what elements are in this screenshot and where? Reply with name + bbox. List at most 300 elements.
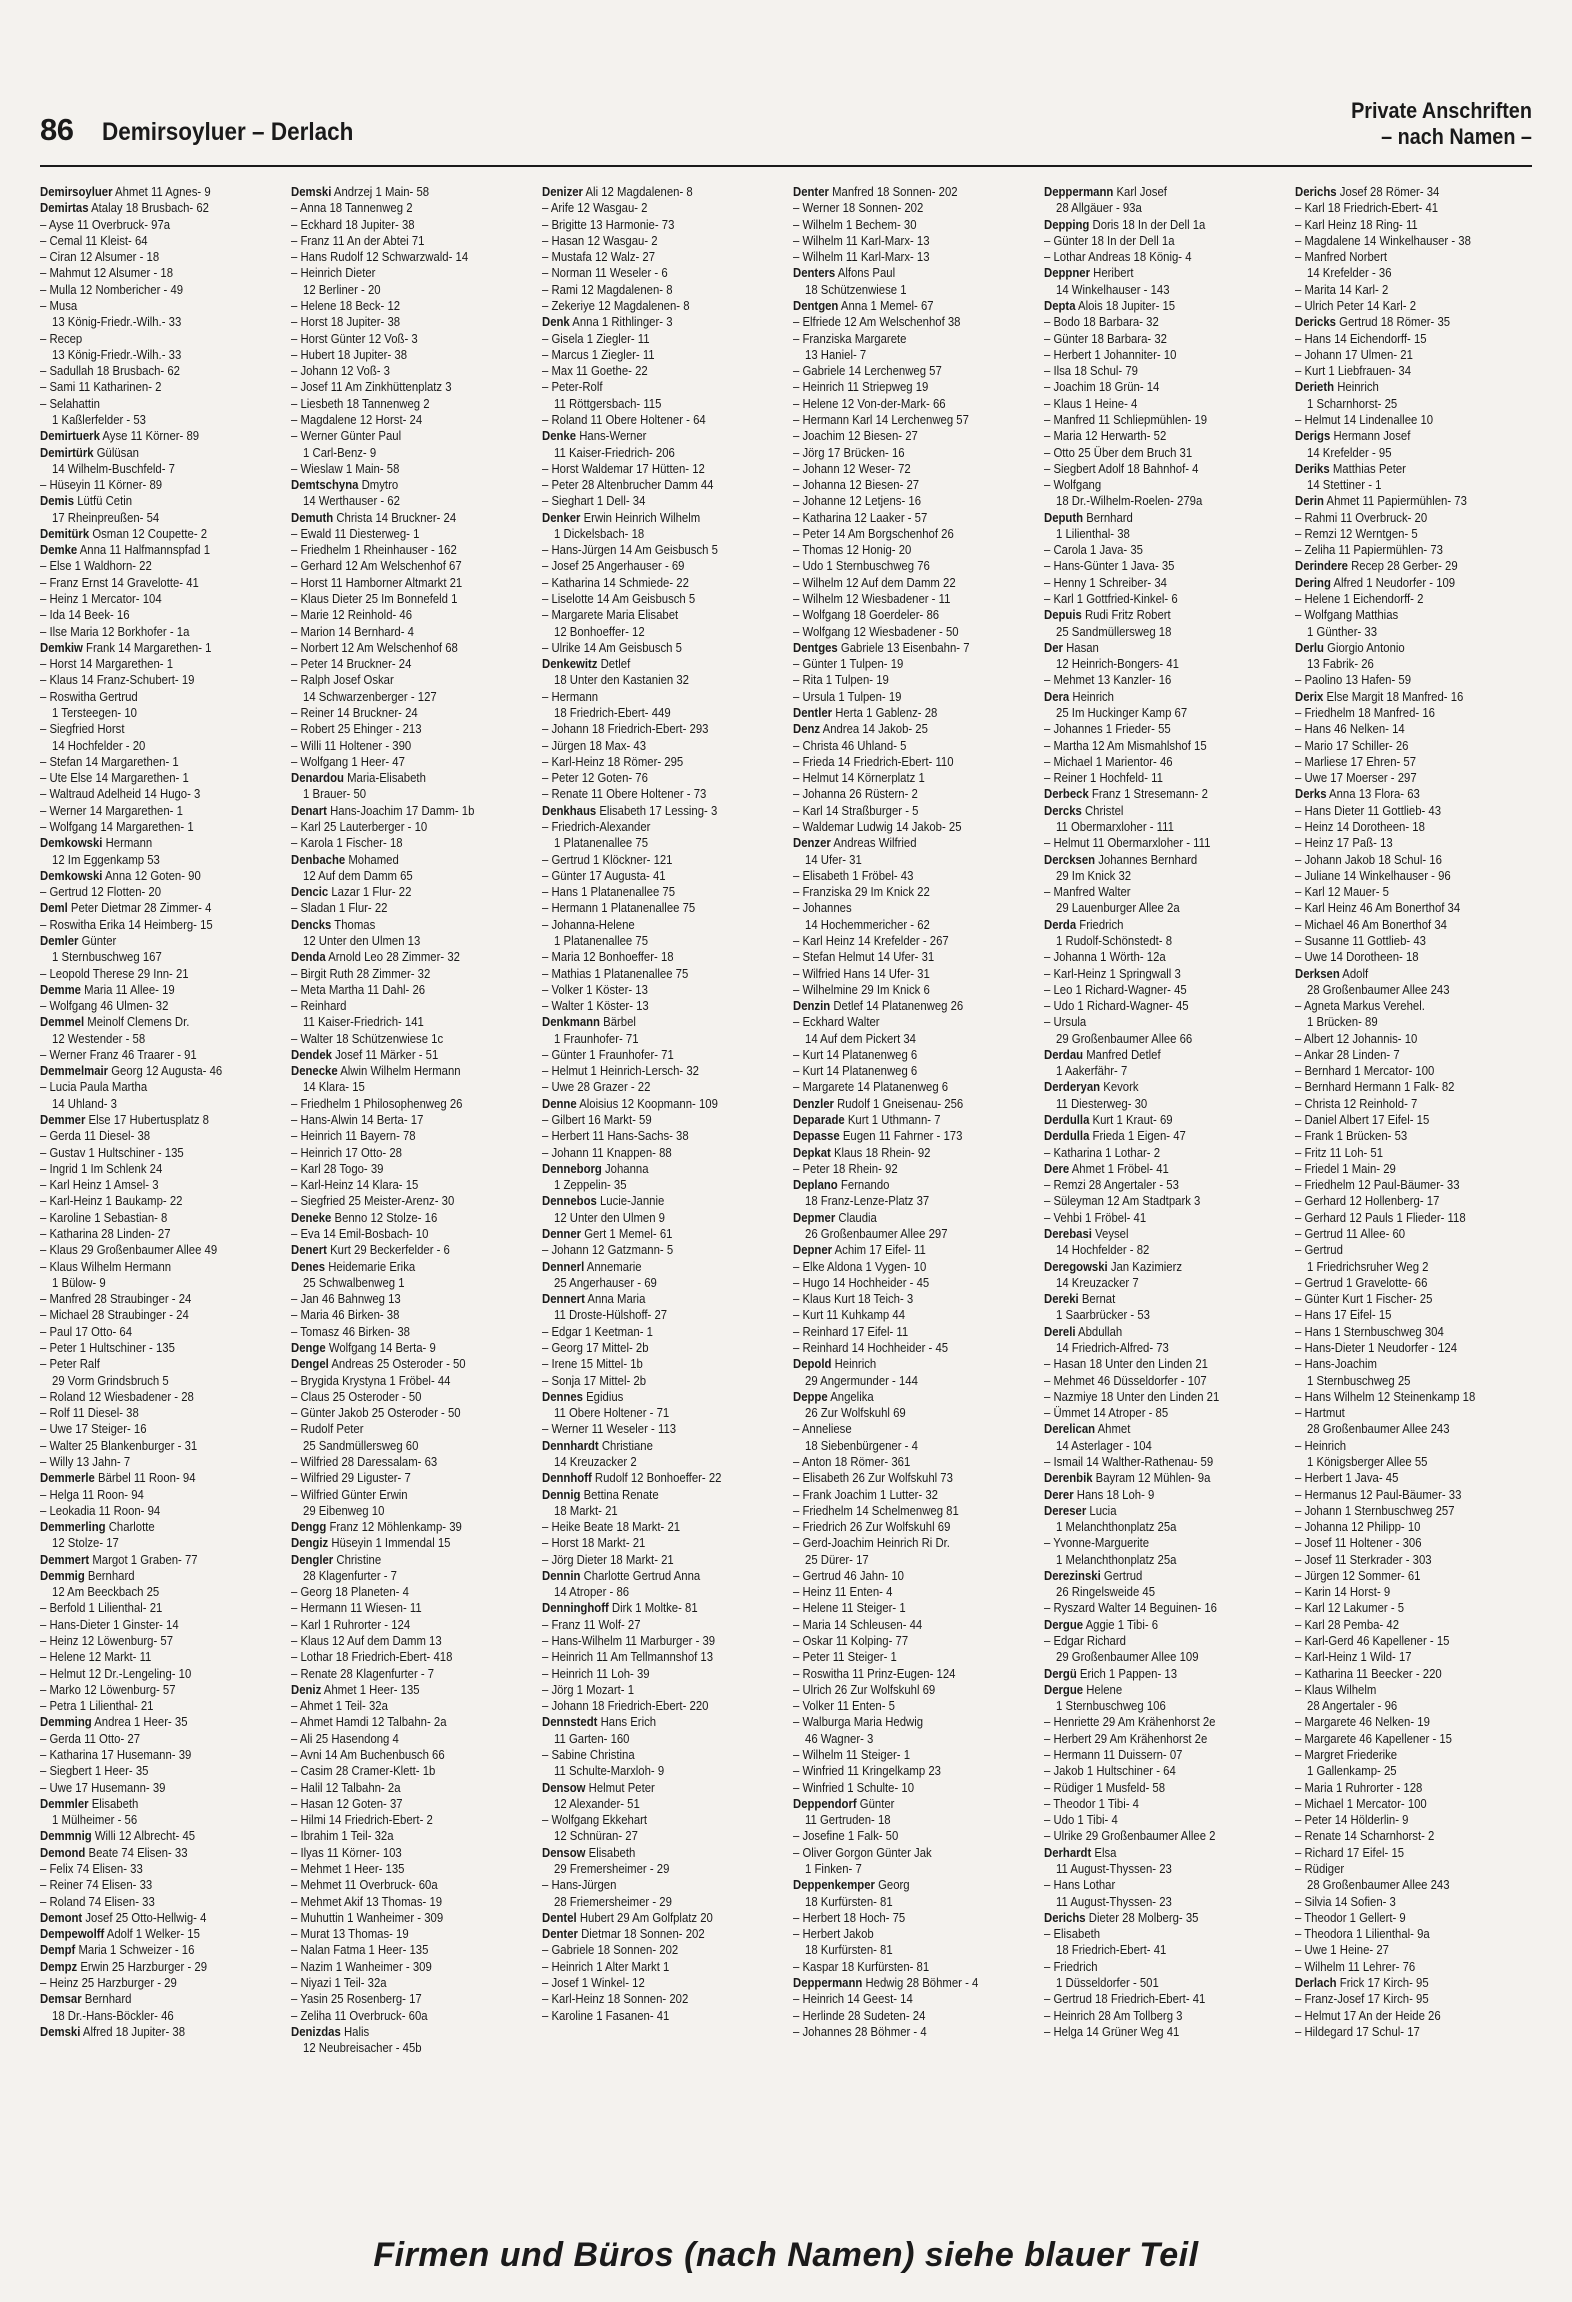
directory-entry: Demuth Christa 14 Bruckner- 24 — [291, 509, 457, 525]
directory-entry: Dencic Lazar 1 Flur- 22 — [291, 884, 412, 900]
directory-entry: 12 Am Beeckbach 25 — [52, 1584, 160, 1600]
directory-entry: – Oskar 11 Kolping- 77 — [793, 1633, 909, 1649]
directory-entry: 12 Im Eggenkamp 53 — [52, 851, 160, 867]
directory-entry: – Renate 11 Obere Holtener - 73 — [542, 786, 707, 802]
directory-entry: – Margarete Maria Elisabet — [542, 607, 679, 623]
directory-entry: Denke Hans-Werner — [542, 428, 647, 444]
directory-entry: – Magdalene 12 Horst- 24 — [291, 411, 423, 427]
surname: Dennert — [542, 1291, 585, 1307]
directory-entry: Derbeck Franz 1 Stresemann- 2 — [1044, 786, 1208, 802]
directory-entry: – Josef 1 Winkel- 12 — [542, 1974, 645, 1990]
directory-entry: – Johann 1 Sternbuschweg 257 — [1295, 1502, 1455, 1518]
directory-entry: 14 Krefelder - 95 — [1307, 444, 1392, 460]
surname: Derdulla — [1044, 1112, 1090, 1128]
directory-entry: 1 Kaßlerfelder - 53 — [52, 411, 146, 427]
directory-entry: 11 Kaiser-Friedrich- 141 — [303, 1014, 424, 1030]
directory-entry: – Heinrich 17 Otto- 28 — [291, 1144, 402, 1160]
directory-entry: – Willi 11 Holtener - 390 — [291, 737, 412, 753]
surname: Derda — [1044, 916, 1077, 932]
directory-entry: Derix Else Margit 18 Manfred- 16 — [1295, 688, 1464, 704]
directory-entry: – Hasan 12 Goten- 37 — [291, 1795, 403, 1811]
directory-entry: 1 Sternbuschweg 106 — [1056, 1698, 1166, 1714]
directory-entry: Deppenkemper Georg — [793, 1877, 910, 1893]
directory-entry: – Maria 12 Bonhoeffer- 18 — [542, 949, 674, 965]
directory-entry: – Helene 1 Eichendorff- 2 — [1295, 591, 1424, 607]
directory-entry: – Hans 17 Eifel- 15 — [1295, 1307, 1392, 1323]
surname: Denkmann — [542, 1014, 600, 1030]
surname: Derbeck — [1044, 786, 1089, 802]
page-number: 86 — [40, 112, 74, 147]
directory-entry: – Wieslaw 1 Main- 58 — [291, 460, 400, 476]
surname: Denzer — [793, 835, 831, 851]
directory-entry: – Wilfried Hans 14 Ufer- 31 — [793, 965, 930, 981]
surname: Demont — [40, 1909, 83, 1925]
directory-entry: – Frank Joachim 1 Lutter- 32 — [793, 1486, 938, 1502]
directory-entry: – Sieghart 1 Dell- 34 — [542, 493, 646, 509]
directory-entry: – Rüdiger 1 Musfeld- 58 — [1044, 1779, 1166, 1795]
directory-entry: Demmler Elisabeth — [40, 1795, 139, 1811]
directory-entry: – Roswitha Erika 14 Heimberg- 15 — [40, 916, 213, 932]
surname: Derichs — [1044, 1909, 1086, 1925]
directory-entry: Deppermann Hedwig 28 Böhmer - 4 — [793, 1974, 979, 1990]
directory-entry: – Klaus 1 Heine- 4 — [1044, 395, 1138, 411]
directory-entry: – Reinhard — [291, 998, 347, 1014]
directory-entry: – Hermann 11 Duissern- 07 — [1044, 1747, 1183, 1762]
directory-entry: – Halil 12 Talbahn- 2a — [291, 1779, 401, 1795]
directory-entry: – Rudolf Peter — [291, 1421, 364, 1437]
directory-entry: 14 Asterlager - 104 — [1056, 1437, 1152, 1453]
directory-entry: – Klaus Kurt 18 Teich- 3 — [793, 1291, 914, 1307]
directory-entry: – Walter 1 Köster- 13 — [542, 998, 649, 1014]
surname: Derksen — [1295, 965, 1340, 981]
section-title-line-2: – nach Namen – — [1381, 124, 1532, 149]
directory-entry: – Edgar Richard — [1044, 1633, 1126, 1649]
directory-entry: 14 Friedrich-Alfred- 73 — [1056, 1339, 1169, 1355]
directory-entry: 13 König-Friedr.-Wilh.- 33 — [52, 346, 182, 362]
directory-entry: – Rita 1 Tulpen- 19 — [793, 672, 889, 688]
directory-entry: – Renate 28 Klagenfurter - 7 — [291, 1665, 435, 1681]
directory-entry: Derichs Josef 28 Römer- 34 — [1295, 184, 1440, 199]
directory-entry: – Brygida Krystyna 1 Fröbel- 44 — [291, 1372, 451, 1388]
surname: Deparade — [793, 1112, 845, 1128]
directory-entry: – Heinz 14 Dorotheen- 18 — [1295, 818, 1425, 834]
page-header — [40, 98, 1532, 164]
directory-entry: – Musa — [40, 297, 78, 313]
directory-entry: 26 Ringelsweide 45 — [1056, 1584, 1156, 1600]
directory-entry: Dereser Lucia — [1044, 1502, 1117, 1518]
directory-entry: – Mahmut 12 Alsumer - 18 — [40, 265, 174, 281]
directory-entry: – Helmut 14 Körnerplatz 1 — [793, 770, 925, 786]
directory-entry: Denzer Andreas Wilfried — [793, 835, 917, 851]
directory-entry: 12 Schnüran- 27 — [554, 1828, 638, 1844]
surname: Dengiz — [291, 1535, 329, 1551]
surname: Dennhardt — [542, 1437, 599, 1453]
directory-entry: – Hans-Dieter 1 Ginster- 14 — [40, 1616, 179, 1632]
directory-entry: – Leopold Therese 29 Inn- 21 — [40, 965, 189, 981]
directory-entry: 1 Tersteegen- 10 — [52, 705, 137, 720]
directory-entry: – Peter 12 Goten- 76 — [542, 770, 648, 786]
directory-entry: – Gerhard 12 Pauls 1 Flieder- 118 — [1295, 1209, 1466, 1225]
directory-entry: 46 Wagner- 3 — [805, 1730, 874, 1746]
surname: Dempewolff — [40, 1926, 105, 1942]
directory-entry: – Mehmet Akif 13 Thomas- 19 — [291, 1893, 443, 1909]
surname: Dereki — [1044, 1291, 1079, 1307]
directory-entry: – Marion 14 Bernhard- 4 — [291, 623, 414, 639]
surname: Denardou — [291, 770, 344, 786]
directory-entry: Demmelmair Georg 12 Augusta- 46 — [40, 1063, 223, 1079]
directory-entry: – Lucia Paula Martha — [40, 1079, 148, 1095]
surname: Demmler — [40, 1795, 89, 1811]
directory-entry: – Zeliha 11 Overbruck- 60a — [291, 2007, 428, 2023]
directory-entry: – Waldemar Ludwig 14 Jakob- 25 — [793, 818, 962, 834]
directory-entry: – Hubert 18 Jupiter- 38 — [291, 346, 408, 362]
directory-entry: – Wolfgang 14 Margarethen- 1 — [40, 818, 194, 834]
directory-entry: – Peter Ralf — [40, 1356, 100, 1372]
directory-entry: 11 Röttgersbach- 115 — [554, 395, 662, 411]
directory-entry: Deregowski Jan Kazimierz — [1044, 1258, 1183, 1274]
directory-entry: – Uwe 1 Heine- 27 — [1295, 1942, 1389, 1958]
directory-entry: – Johannes — [793, 900, 852, 916]
column-5 — [1044, 184, 1284, 2234]
directory-entry: – Uwe 14 Dorotheen- 18 — [1295, 949, 1419, 965]
directory-entry: – Johannes 28 Böhmer - 4 — [793, 2023, 927, 2039]
directory-entry: – Ismail 14 Walther-Rathenau- 59 — [1044, 1453, 1214, 1469]
directory-entry: – Günter 1 Tulpen- 19 — [793, 656, 904, 672]
directory-entry: – Frank 1 Brücken- 53 — [1295, 1128, 1408, 1144]
directory-entry: 26 Zur Wolfskuhl 69 — [805, 1405, 906, 1421]
directory-entry: Denkewitz Detlef — [542, 656, 631, 672]
directory-entry: – Hermann Karl 14 Lerchenweg 57 — [793, 411, 969, 427]
directory-entry: 1 Platanenallee 75 — [554, 835, 649, 851]
directory-entry: – Heinrich 1 Alter Markt 1 — [542, 1958, 670, 1974]
directory-entry: – Albert 12 Johannis- 10 — [1295, 1030, 1418, 1046]
directory-entry: – Brigitte 13 Harmonie- 73 — [542, 216, 675, 232]
directory-entry: – Uwe 17 Husemann- 39 — [40, 1779, 166, 1795]
directory-entry: – Tomasz 46 Birken- 38 — [291, 1323, 410, 1339]
directory-entry: – Stefan Helmut 14 Ufer- 31 — [793, 949, 935, 965]
directory-entry: 25 Sandmüllersweg 18 — [1056, 623, 1172, 639]
directory-entry: Deml Peter Dietmar 28 Zimmer- 4 — [40, 900, 212, 916]
directory-entry: – Klaus Wilhelm Hermann — [40, 1258, 172, 1274]
directory-entry: – Helga 14 Grüner Weg 41 — [1044, 2023, 1180, 2039]
directory-entry: 11 Obermarxloher - 111 — [1056, 818, 1174, 834]
directory-entry: – Heinrich 11 Bayern- 78 — [291, 1128, 416, 1144]
surname: Demmelmair — [40, 1063, 109, 1079]
directory-entry: – Hans Lothar — [1044, 1877, 1116, 1893]
surname: Depping — [1044, 216, 1090, 232]
directory-entry: – Johanna 12 Philipp- 10 — [1295, 1519, 1421, 1535]
directory-entry: – Hermann 11 Wiesen- 11 — [291, 1600, 422, 1616]
directory-entry: – Wilfried Günter Erwin — [291, 1486, 408, 1502]
directory-entry: – Ilyas 11 Körner- 103 — [291, 1844, 402, 1860]
surname: Demirsoyluer — [40, 184, 113, 199]
directory-entry: – Wilfried 29 Liguster- 7 — [291, 1470, 411, 1486]
directory-entry: Denzler Rudolf 1 Gneisenau- 256 — [793, 1095, 964, 1111]
directory-entry: Dengler Christine — [291, 1551, 382, 1567]
directory-entry: – Jörg Dieter 18 Markt- 21 — [542, 1551, 674, 1567]
directory-entry: Dentler Herta 1 Gablenz- 28 — [793, 705, 938, 720]
directory-entry: – Mehmet 11 Overbruck- 60a — [291, 1877, 438, 1893]
directory-entry: Demkowski Anna 12 Goten- 90 — [40, 867, 201, 883]
directory-entry: – Johann 18 Friedrich-Ebert- 293 — [542, 721, 709, 737]
column-1 — [40, 184, 280, 2234]
directory-entry: Dere Ahmet 1 Fröbel- 41 — [1044, 1160, 1169, 1176]
directory-entry: – Gertrud 1 Klöckner- 121 — [542, 851, 673, 867]
directory-entry: – Peter 14 Hölderlin- 9 — [1295, 1812, 1409, 1828]
directory-entry: – Katharina 1 Lothar- 2 — [1044, 1144, 1161, 1160]
directory-entry: Derdulla Frieda 1 Eigen- 47 — [1044, 1128, 1186, 1144]
directory-entry: Dempz Erwin 25 Harzburger - 29 — [40, 1958, 208, 1974]
directory-entry: – Ida 14 Beek- 16 — [40, 607, 130, 623]
directory-entry: – Ahmet 1 Teil- 32a — [291, 1698, 388, 1714]
directory-entry: – Werner 18 Sonnen- 202 — [793, 200, 924, 216]
directory-entry: – Felix 74 Elisen- 33 — [40, 1860, 143, 1876]
directory-entry: Deparade Kurt 1 Uthmann- 7 — [793, 1112, 941, 1128]
surname: Derdulla — [1044, 1128, 1090, 1144]
directory-entry: Dempf Maria 1 Schweizer - 16 — [40, 1942, 195, 1958]
directory-entry: 1 Sternbuschweg 25 — [1307, 1372, 1411, 1388]
directory-entry: – Friedhelm 18 Manfred- 16 — [1295, 705, 1435, 720]
directory-entry: – Mario 17 Schiller- 26 — [1295, 737, 1409, 753]
surname: Demler — [40, 932, 79, 948]
directory-entry: – Jörg 17 Brücken- 16 — [793, 444, 905, 460]
directory-entry: Demski Alfred 18 Jupiter- 38 — [40, 2023, 186, 2039]
directory-entry: – Karl-Heinz 1 Baukamp- 22 — [40, 1193, 183, 1209]
directory-entry: – Heinz 11 Enten- 4 — [793, 1584, 893, 1600]
directory-entry: – Karl-Gerd 46 Kapellener - 15 — [1295, 1633, 1450, 1649]
directory-entry: – Sadullah 18 Brusbach- 62 — [40, 363, 180, 379]
directory-entry: Dendek Josef 11 Märker - 51 — [291, 1046, 439, 1062]
directory-entry: Derigs Hermann Josef — [1295, 428, 1411, 444]
surname: Denecke — [291, 1063, 338, 1079]
directory-entry: – Nazim 1 Wanheimer - 309 — [291, 1958, 432, 1974]
directory-entry: – Lothar Andreas 18 König- 4 — [1044, 249, 1192, 265]
directory-entry: – Heinrich 11 Loh- 39 — [542, 1665, 650, 1681]
directory-entry: 26 Großenbaumer Allee 297 — [805, 1226, 948, 1241]
directory-entry: – Günter 1 Fraunhofer- 71 — [542, 1046, 674, 1062]
directory-entry: 14 Schwarzenberger - 127 — [303, 688, 437, 704]
directory-entry: – Sonja 17 Mittel- 2b — [542, 1372, 647, 1388]
directory-entry: Deriks Matthias Peter — [1295, 460, 1406, 476]
surname: Demski — [40, 2023, 81, 2039]
surname: Depuis — [1044, 607, 1082, 623]
directory-entry: – Hans-Jürgen — [542, 1877, 617, 1893]
directory-entry: – Helene 18 Beck- 12 — [291, 297, 401, 313]
directory-entry: Derebasi Veysel — [1044, 1226, 1129, 1241]
surname: Denzler — [793, 1095, 834, 1111]
directory-entry: – Oliver Gorgon Günter Jak — [793, 1844, 932, 1860]
directory-entry: – Karl Heinz 1 Amsel- 3 — [40, 1177, 159, 1193]
directory-entry: – Klaus 12 Auf dem Damm 13 — [291, 1633, 442, 1649]
directory-entry: – Karl Heinz 18 Ring- 11 — [1295, 216, 1418, 232]
directory-entry: – Hans 1 Platanenallee 75 — [542, 884, 676, 900]
surname: Denizer — [542, 184, 583, 199]
directory-entry: – Nalan Fatma 1 Heer- 135 — [291, 1942, 429, 1958]
directory-entry: – Wolfgang 1 Heer- 47 — [291, 753, 405, 769]
directory-entry: – Herlinde 28 Sudeten- 24 — [793, 2007, 926, 2023]
directory-entry: Denkmann Bärbel — [542, 1014, 636, 1030]
section-title — [1351, 98, 1532, 150]
directory-entry: Demond Beate 74 Elisen- 33 — [40, 1844, 188, 1860]
directory-entry: 12 Heinrich-Bongers- 41 — [1056, 656, 1179, 672]
directory-entry: – Franz-Josef 17 Kirch- 95 — [1295, 1991, 1429, 2007]
directory-entry: – Leo 1 Richard-Wagner- 45 — [1044, 981, 1187, 997]
directory-entry: 25 Im Huckinger Kamp 67 — [1056, 705, 1188, 720]
surname: Denneborg — [542, 1160, 602, 1176]
surname: Derelican — [1044, 1421, 1096, 1437]
surname: Derebasi — [1044, 1226, 1092, 1241]
surname: Depkat — [793, 1144, 831, 1160]
directory-entry: – Jan 46 Bahnweg 13 — [291, 1291, 401, 1307]
directory-entry: Demmerle Bärbel 11 Roon- 94 — [40, 1470, 196, 1486]
directory-entry: – Johann Jakob 18 Schul- 16 — [1295, 851, 1442, 867]
directory-entry: – Silvia 14 Sofien- 3 — [1295, 1893, 1396, 1909]
directory-entry: – Georg 17 Mittel- 2b — [542, 1339, 649, 1355]
directory-entry: 18 Dr.-Hans-Böckler- 46 — [52, 2007, 174, 2023]
directory-entry: – Hermanus 12 Paul-Bäumer- 33 — [1295, 1486, 1462, 1502]
directory-entry: Dennhoff Rudolf 12 Bonhoeffer- 22 — [542, 1470, 722, 1486]
column-3 — [542, 184, 782, 2234]
directory-entry: – Herbert 1 Java- 45 — [1295, 1470, 1399, 1486]
directory-entry: – Horst 18 Markt- 21 — [542, 1535, 646, 1551]
directory-entry: – Gisela 1 Ziegler- 11 — [542, 330, 650, 346]
surname: Derdau — [1044, 1046, 1084, 1062]
surname: Dendek — [291, 1046, 332, 1062]
directory-entry: – Ahmet Hamdi 12 Talbahn- 2a — [291, 1714, 447, 1730]
surname: Derigs — [1295, 428, 1331, 444]
directory-entry: 1 Melanchthonplatz 25a — [1056, 1551, 1177, 1567]
directory-entry: – Hugo 14 Hochheider - 45 — [793, 1274, 930, 1290]
directory-entry: – Michael 1 Marientor- 46 — [1044, 753, 1173, 769]
surname: Demirtuerk — [40, 428, 100, 444]
directory-entry: – Helga 11 Roon- 94 — [40, 1486, 144, 1502]
surname: Denbache — [291, 851, 346, 867]
directory-entry: Dengiz Hüseyin 1 Immendal 15 — [291, 1535, 451, 1551]
directory-entry: – Karl 1 Ruhrorter - 124 — [291, 1616, 411, 1632]
directory-entry: – Horst 14 Margarethen- 1 — [40, 656, 174, 672]
directory-entry: 14 Kreuzacker 7 — [1056, 1274, 1139, 1290]
directory-entry: – Hans Rudolf 12 Schwarzwald- 14 — [291, 249, 469, 265]
directory-entry: – Wolfgang 12 Wiesbadener - 50 — [793, 623, 959, 639]
directory-entry: – Helmut 12 Dr.-Lengeling- 10 — [40, 1665, 192, 1681]
directory-entry: – Christa 46 Uhland- 5 — [793, 737, 907, 753]
directory-entry: – Karl 25 Lauterberger - 10 — [291, 818, 428, 834]
directory-entry: Dennig Bettina Renate — [542, 1486, 659, 1502]
directory-entry: – Karl-Heinz 1 Wild- 17 — [1295, 1649, 1412, 1665]
surname: Demmerling — [40, 1519, 106, 1535]
directory-entry: – Renate 14 Scharnhorst- 2 — [1295, 1828, 1435, 1844]
surname: Dergü — [1044, 1665, 1077, 1681]
directory-entry: 18 Friedrich-Ebert- 449 — [554, 705, 671, 720]
directory-entry: – Gustav 1 Hultschiner - 135 — [40, 1144, 184, 1160]
surname: Derer — [1044, 1486, 1074, 1502]
directory-entry: 1 Dickelsbach- 18 — [554, 525, 645, 541]
directory-entry: – Friedhelm 1 Philosophenweg 26 — [291, 1095, 463, 1111]
surname: Dera — [1044, 688, 1070, 704]
surname: Dennebos — [542, 1193, 597, 1209]
directory-entry: – Reiner 1 Hochfeld- 11 — [1044, 770, 1163, 786]
directory-entry: – Heinz 25 Harzburger - 29 — [40, 1974, 177, 1990]
directory-entry: – Eckhard 18 Jupiter- 38 — [291, 216, 415, 232]
directory-entry: – Roland 11 Obere Holtener - 64 — [542, 411, 706, 427]
directory-entry: – Wilhelm 11 Lehrer- 76 — [1295, 1958, 1416, 1974]
directory-entry: – Niyazi 1 Teil- 32a — [291, 1974, 387, 1990]
directory-entry: – Wolfgang Matthias — [1295, 607, 1399, 623]
directory-entry: Derdulla Kurt 1 Kraut- 69 — [1044, 1112, 1173, 1128]
directory-entry: – Wilhelm 1 Bechem- 30 — [793, 216, 917, 232]
directory-entry: – Johanne 12 Letjens- 16 — [793, 493, 922, 509]
directory-entry: Derenbik Bayram 12 Mühlen- 9a — [1044, 1470, 1211, 1486]
directory-entry: Demsar Bernhard — [40, 1991, 132, 2007]
directory-entry: – Horst Günter 12 Voß- 3 — [291, 330, 418, 346]
directory-entry: Derksen Adolf — [1295, 965, 1369, 981]
directory-entry: – Wilfried 28 Daressalam- 63 — [291, 1453, 438, 1469]
directory-entry: Demke Anna 11 Halfmannspfad 1 — [40, 542, 211, 558]
directory-entry: – Wilhelm 12 Auf dem Damm 22 — [793, 574, 956, 590]
header-rule — [40, 165, 1532, 167]
directory-entry: – Karl 12 Mauer- 5 — [1295, 884, 1389, 900]
directory-entry: – Sami 11 Katharinen- 2 — [40, 379, 162, 395]
surname: Demmnig — [40, 1828, 92, 1844]
directory-entry: Dennes Egidius — [542, 1388, 624, 1404]
surname: Deneke — [291, 1209, 332, 1225]
surname: Denes — [291, 1258, 326, 1274]
surname: Deppe — [793, 1388, 828, 1404]
directory-entry: 18 Siebenbürgener - 4 — [805, 1437, 918, 1453]
directory-entry: – Hans 1 Sternbuschweg 304 — [1295, 1323, 1444, 1339]
surname: Deppermann — [793, 1974, 863, 1990]
directory-entry: Deneke Benno 12 Stolze- 16 — [291, 1209, 438, 1225]
directory-entry: Dereli Abdullah — [1044, 1323, 1123, 1339]
directory-entry: – Süleyman 12 Am Stadtpark 3 — [1044, 1193, 1201, 1209]
surname: Dennerl — [542, 1258, 585, 1274]
directory-entry: – Maria 14 Schleusen- 44 — [793, 1616, 923, 1632]
directory-entry: – Gertrud 46 Jahn- 10 — [793, 1567, 904, 1583]
surname: Deniz — [291, 1681, 322, 1697]
directory-entry: – Kaspar 18 Kurfürsten- 81 — [793, 1958, 930, 1974]
directory-entry: – Johann 12 Voß- 3 — [291, 363, 390, 379]
directory-entry: – Peter 14 Bruckner- 24 — [291, 656, 412, 672]
surname: Demmig — [40, 1567, 85, 1583]
directory-entry: 14 Wilhelm-Buschfeld- 7 — [52, 460, 175, 476]
directory-entry: – Karl 18 Friedrich-Ebert- 41 — [1295, 200, 1439, 216]
directory-entry: 1 Aakerfähr- 7 — [1056, 1063, 1128, 1079]
directory-entry: – Elisabeth 26 Zur Wolfskuhl 73 — [793, 1470, 953, 1486]
surname: Dergue — [1044, 1616, 1084, 1632]
directory-entry: 1 Fraunhofer- 71 — [554, 1030, 639, 1046]
directory-entry: – Bernhard Hermann 1 Falk- 82 — [1295, 1079, 1455, 1095]
directory-entry: – Mulla 12 Nombericher - 49 — [40, 281, 184, 297]
directory-entry: 11 Diesterweg- 30 — [1056, 1095, 1148, 1111]
directory-entry: – Ümmet 14 Atroper - 85 — [1044, 1405, 1169, 1421]
directory-entry: Denker Erwin Heinrich Wilhelm — [542, 509, 701, 525]
directory-entry: – Helmut 11 Obermarxloher - 111 — [1044, 835, 1211, 851]
directory-entry: – Josefine 1 Falk- 50 — [793, 1828, 899, 1844]
directory-entry: 11 August-Thyssen- 23 — [1056, 1893, 1172, 1909]
surname: Denninghoff — [542, 1600, 609, 1616]
directory-entry: 13 Fabrik- 26 — [1307, 656, 1374, 672]
directory-entry: – Ulrike 29 Großenbaumer Allee 2 — [1044, 1828, 1216, 1844]
directory-entry: Depkat Klaus 18 Rhein- 92 — [793, 1144, 931, 1160]
directory-entry: – Arife 12 Wasgau- 2 — [542, 200, 648, 216]
surname: Denzin — [793, 998, 831, 1014]
directory-entry: – Karin 14 Horst- 9 — [1295, 1584, 1391, 1600]
directory-entry: – Reiner 14 Bruckner- 24 — [291, 705, 418, 720]
directory-entry: – Hasan 12 Wasgau- 2 — [542, 232, 658, 248]
directory-entry: 11 Schulte-Marxloh- 9 — [554, 1763, 665, 1779]
surname: Depta — [1044, 297, 1076, 313]
directory-entry: – Peter 14 Am Borgschenhof 26 — [793, 525, 954, 541]
